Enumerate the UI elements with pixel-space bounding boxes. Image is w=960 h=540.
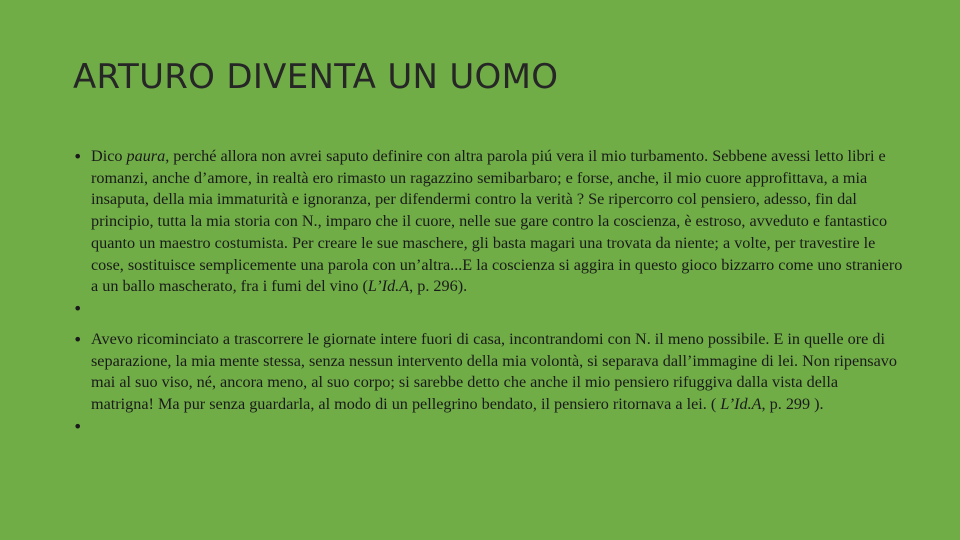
citation-page: , p. 299 ). [761,395,824,414]
empty-bullet-item [73,298,903,320]
source-title: L’Id.A [720,395,762,414]
source-title: L’Id.A [367,277,410,296]
bullet-item [73,329,903,416]
slide-title: ARTURO DIVENTA UN UOMO [73,57,559,97]
bullet-icon: • [73,329,83,349]
citation-page: , p. 296). [409,277,468,296]
bullet-icon: • [73,147,83,166]
quote-text: Dico [91,147,127,165]
quote-text: , perché allora non avrei saputo definire con altra parola piú vera il mio turbamento. Sebbene avessi letto libri e romanzi, anche d’amore, in realtà ero rimasto un ragazzino semibarbaro; e forse, anche, il mio cuore approfittava, a mia insaputa, della mia immaturità e ignoranza, per difendermi contro la verità ? Se ripercorro col pensiero, adesso, fin dal principio, tutta la mia storia con N., imparo che il cuore, nelle sue gare contro la coscienza, è estroso, avveduto e fantastico quanto un maestro costumista. Per creare le sue maschere, gli basta magari una trovata da niente; a volte, per travestire le cose, sostituisce semplicemente una parola con un’altra...E la coscienza si aggira in questo gioco bizzarro come uno straniero a un ballo mascherato, fra i fumi del vino ( [91,147,903,296]
empty-bullet-item [73,416,903,438]
italic-word: paura [126,147,166,165]
bullet-item [73,146,903,298]
quote-text: Avevo ricominciato a trascorrere le giornate intere fuori di casa, incontrandomi con N. il meno possibile. E in quelle ore di separazione, la mia mente stessa, senza nessun intervento della mia volontà, si separava dall’immagine di lei. Non ripensavo mai al suo viso, né, ancora meno, al suo corpo; si sarebbe detto che anche il mio pensiero rifuggiva dalla vista della matrigna! Ma pur senza guardarla, al modo di un pellegrino bendato, il pensiero ritornava a lei. ( [91,329,897,414]
slide-body [73,146,903,438]
bullet-icon: • [73,416,83,436]
bullet-paragraph [91,329,903,416]
bullet-icon: • [73,298,83,318]
bullet-paragraph [91,146,903,298]
